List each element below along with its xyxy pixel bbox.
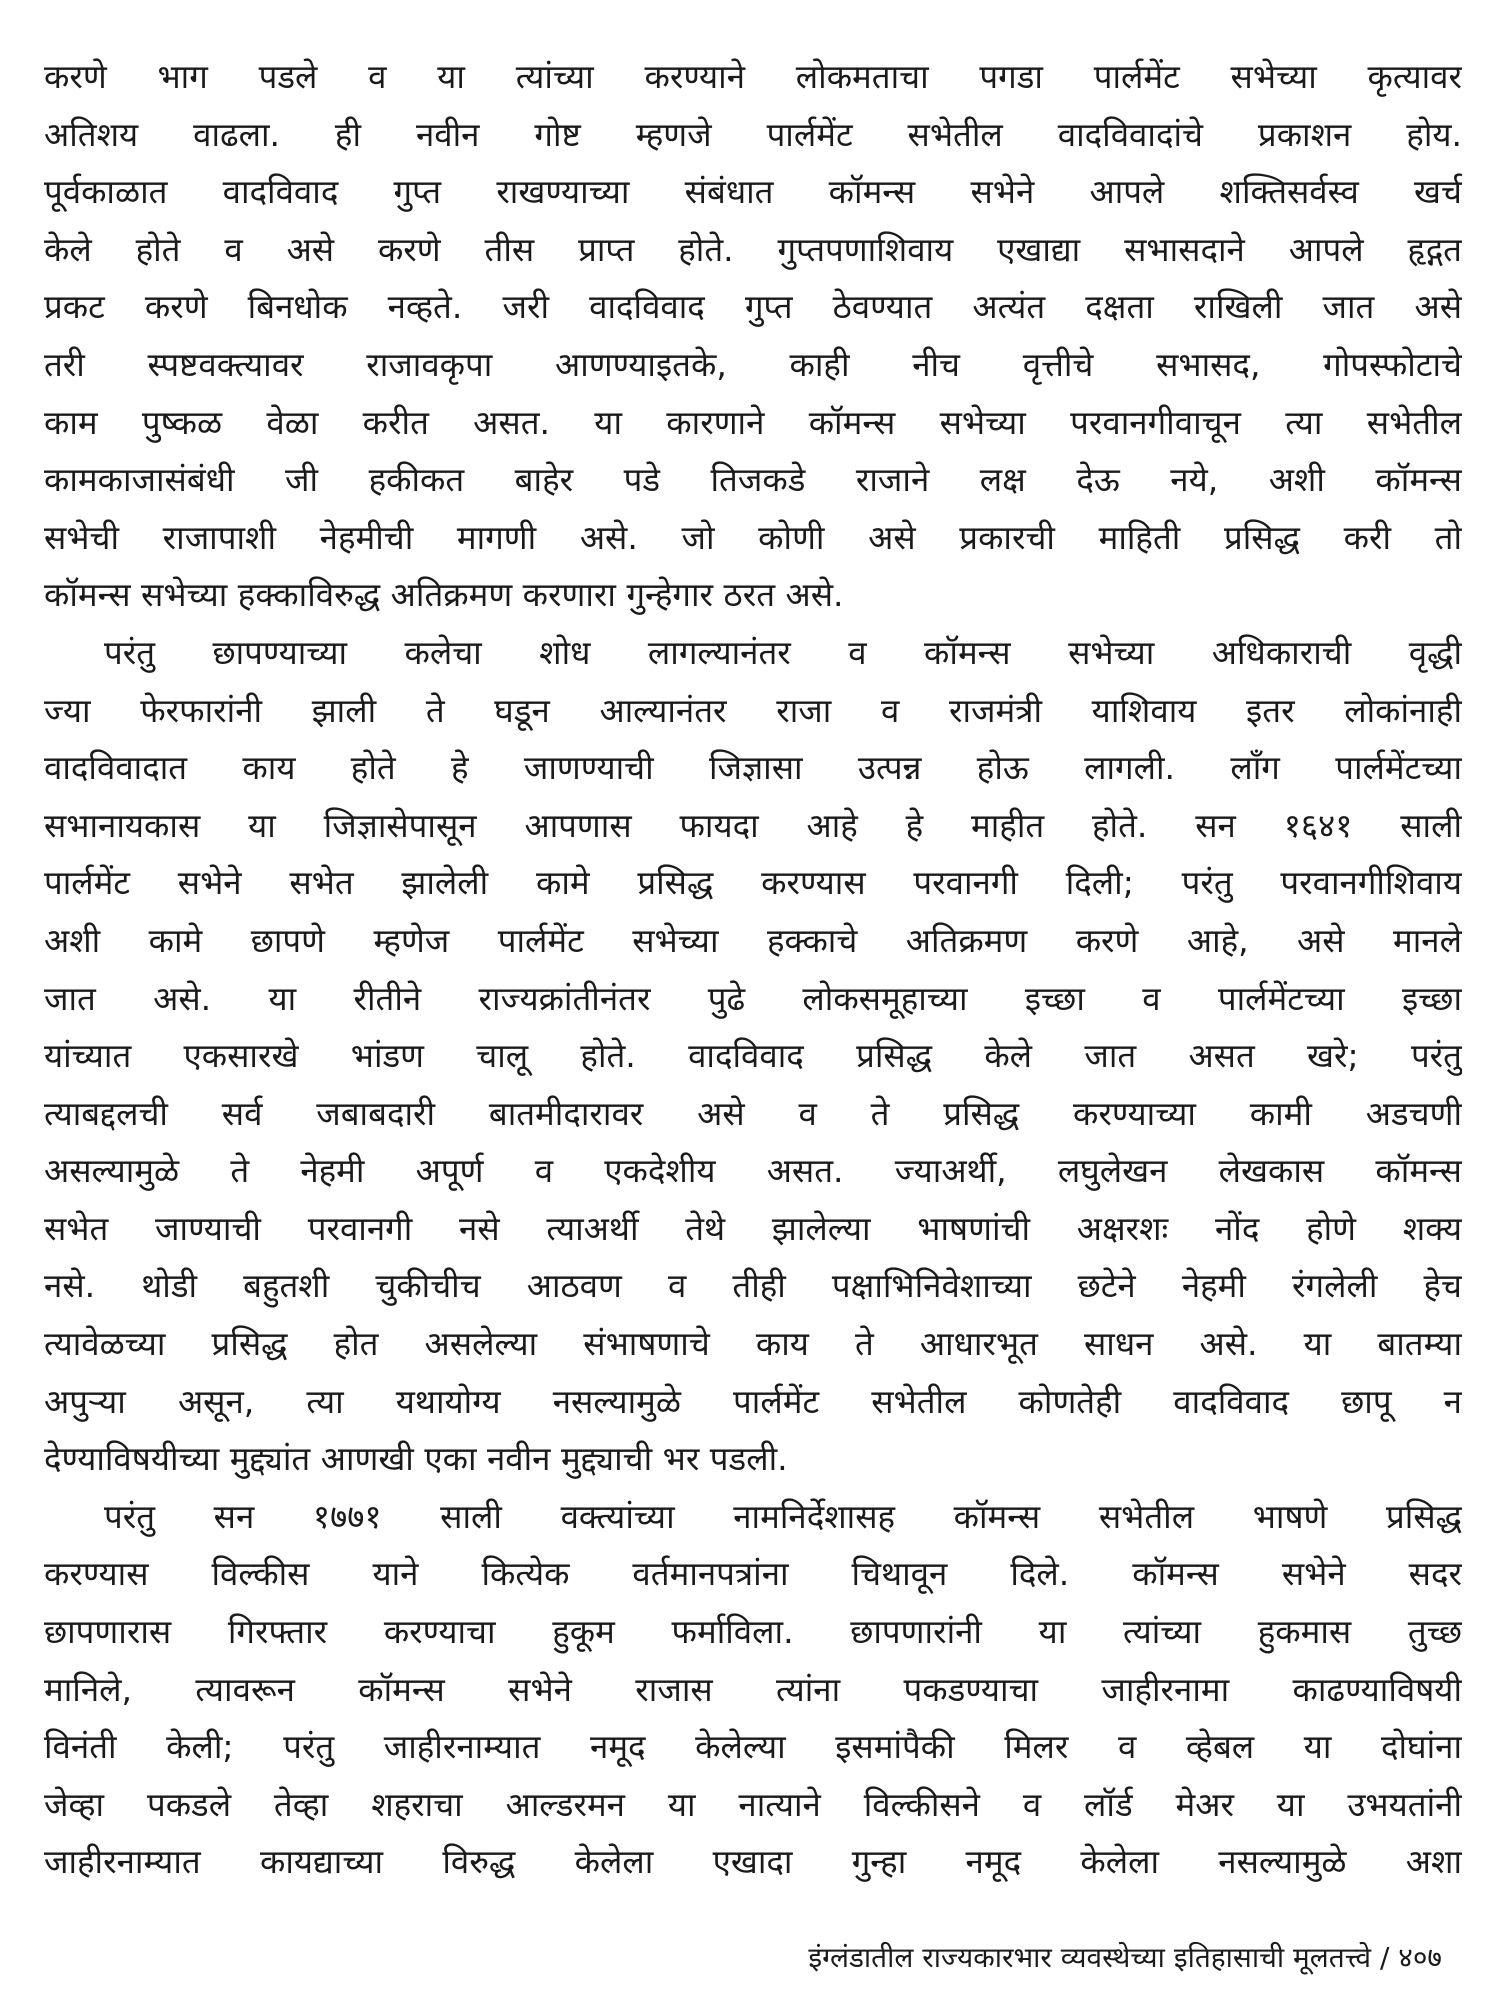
text-line: सभानायकास या जिज्ञासेपासून आपणास फायदा आहे हे माहीत होते. सन १६४१ साली <box>44 805 1462 845</box>
text-line: अपुऱ्या असून, त्या यथायोग्य नसल्यामुळे पार्लमेंट सभेतील कोणतेही वादविवाद छापू न <box>44 1381 1462 1421</box>
text-line: अतिशय वाढला. ही नवीन गोष्ट म्हणजे पार्लमेंट सभेतील वादविवादांचे प्रकाशन होय. <box>44 114 1462 154</box>
page-footer: इंग्लंडातील राज्यकारभार व्यवस्थेच्या इतिहासाची मूलतत्त्वे / ४०७ <box>808 1941 1442 1974</box>
text-line: तरी स्पष्टवक्त्यावर राजावकृपा आणण्याइतके, काही नीच वृत्तीचे सभासद, गोपस्फोटाचे <box>44 344 1462 384</box>
text-line: परंतु छापण्याच्या कलेचा शोध लागल्यानंतर व कॉमन्स सभेच्या अधिकाराची वृद्धी <box>104 632 1462 672</box>
text-line: छापणारास गिरफ्तार करण्याचा हुकूम फर्माविला. छापणारांनी या त्यांच्या हुकमास तुच्छ <box>44 1612 1462 1652</box>
text-line: सभेत जाण्याची परवानगी नसे त्याअर्थी तेथे झालेल्या भाषणांची अक्षरशः नोंद होणे शक्य <box>44 1208 1462 1248</box>
text-line: पार्लमेंट सभेने सभेत झालेली कामे प्रसिद्ध करण्यास परवानगी दिली; परंतु परवानगीशिवाय <box>44 863 1462 903</box>
text-line: विनंती केली; परंतु जाहीरनाम्यात नमूद केलेल्या इसमांपैकी मिलर व व्हेबल या दोघांना <box>44 1727 1462 1767</box>
text-line: कॉमन्स सभेच्या हक्काविरुद्ध अतिक्रमण करणारा गुन्हेगार ठरत असे. <box>44 575 844 615</box>
text-line: नसे. थोडी बहुतशी चुकीचीच आठवण व तीही पक्षाभिनिवेशाच्या छटेने नेहमी रंगलेली हेच <box>44 1266 1462 1306</box>
text-line: जेव्हा पकडले तेव्हा शहराचा आल्डरमन या नात्याने विल्कीसने व लॉर्ड मेअर या उभयतांनी <box>44 1784 1462 1824</box>
text-line: देण्याविषयीच्या मुद्द्यांत आणखी एका नवीन मुद्द्याची भर पडली. <box>44 1439 788 1479</box>
text-line: काम पुष्कळ वेळा करीत असत. या कारणाने कॉमन्स सभेच्या परवानगीवाचून त्या सभेतील <box>44 402 1462 442</box>
text-line: अशी कामे छापणे म्हणेज पार्लमेंट सभेच्या हक्काचे अतिक्रमण करणे आहे, असे मानले <box>44 920 1462 960</box>
text-line: करण्यास विल्कीस याने कित्येक वर्तमानपत्रांना चिथावून दिले. कॉमन्स सभेने सदर <box>44 1554 1462 1594</box>
text-line: त्याबद्दलची सर्व जबाबदारी बातमीदारावर असे व ते प्रसिद्ध करण्याच्या कामी अडचणी <box>44 1093 1462 1133</box>
text-line: करणे भाग पडले व या त्यांच्या करण्याने लोकमताचा पगडा पार्लमेंट सभेच्या कृत्यावर <box>44 57 1462 96</box>
text-line: वादविवादात काय होते हे जाणण्याची जिज्ञासा उत्पन्न होऊ लागली. लाँग पार्लमेंटच्या <box>44 748 1462 788</box>
text-line: सभेची राजापाशी नेहमीची मागणी असे. जो कोणी असे प्रकारची माहिती प्रसिद्ध करी तो <box>44 517 1462 557</box>
text-line: केले होते व असे करणे तीस प्राप्त होते. गुप्तपणाशिवाय एखाद्या सभासदाने आपले हृद्गत <box>44 229 1462 269</box>
text-line: मानिले, त्यावरून कॉमन्स सभेने राजास त्यांना पकडण्याचा जाहीरनामा काढण्याविषयी <box>44 1669 1462 1709</box>
text-line: असल्यामुळे ते नेहमी अपूर्ण व एकदेशीय असत. ज्याअर्थी, लघुलेखन लेखकास कॉमन्स <box>44 1151 1462 1191</box>
text-line: जात असे. या रीतीने राज्यक्रांतीनंतर पुढे लोकसमूहाच्या इच्छा व पार्लमेंटच्या इच्छा <box>44 978 1462 1018</box>
text-line: जाहीरनाम्यात कायद्याच्या विरुद्ध केलेला एखादा गुन्हा नमूद केलेला नसल्यामुळे अशा <box>44 1842 1462 1882</box>
body-text <box>44 48 1462 1891</box>
text-line: त्यावेळच्या प्रसिद्ध होत असलेल्या संभाषणाचे काय ते आधारभूत साधन असे. या बातम्या <box>44 1324 1462 1364</box>
text-line: परंतु सन १७७१ साली वक्त्यांच्या नामनिर्देशासह कॉमन्स सभेतील भाषणे प्रसिद्ध <box>104 1496 1462 1536</box>
text-line: कामकाजासंबंधी जी हकीकत बाहेर पडे तिजकडे राजाने लक्ष देऊ नये, अशी कॉमन्स <box>44 460 1462 500</box>
text-line: ज्या फेरफारांनी झाली ते घडून आल्यानंतर राजा व राजमंत्री याशिवाय इतर लोकांनाही <box>44 690 1462 730</box>
text-line: प्रकट करणे बिनधोक नव्हते. जरी वादविवाद गुप्त ठेवण्यात अत्यंत दक्षता राखिली जात असे <box>44 287 1462 327</box>
text-line: यांच्यात एकसारखे भांडण चालू होते. वादविवाद प्रसिद्ध केले जात असत खरे; परंतु <box>44 1036 1462 1076</box>
text-line: पूर्वकाळात वादविवाद गुप्त राखण्याच्या संबंधात कॉमन्स सभेने आपले शक्तिसर्वस्व खर्च <box>44 172 1462 212</box>
